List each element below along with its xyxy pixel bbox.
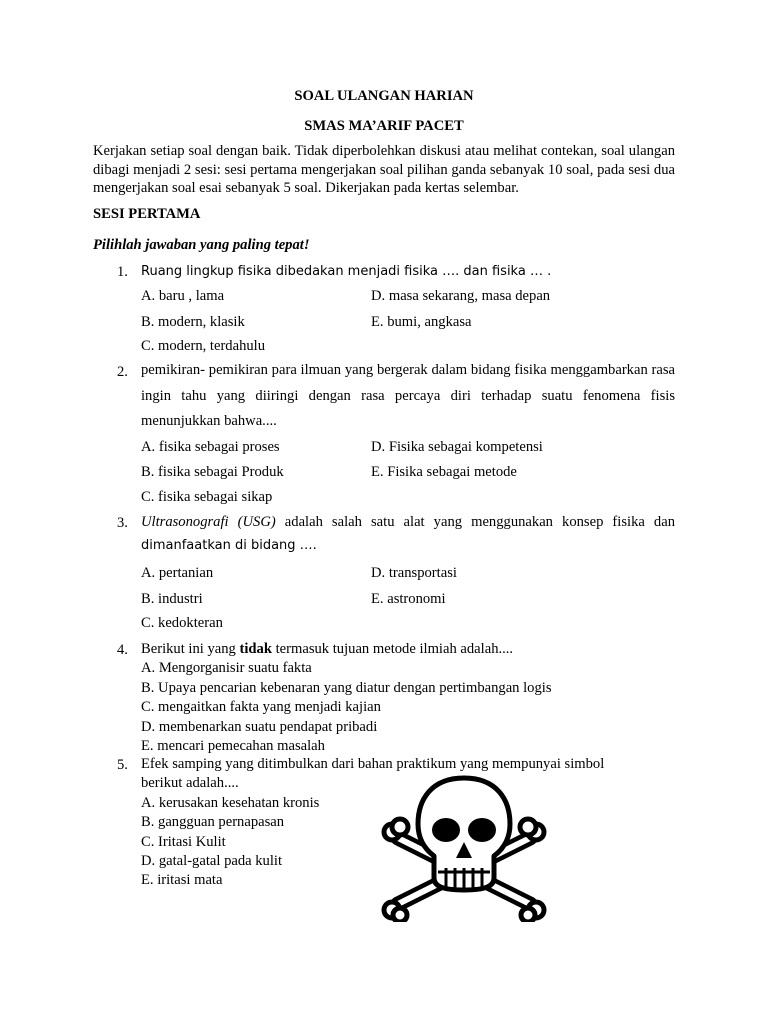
question-text: Efek samping yang ditimbulkan dari bahan praktikum yang mempunyai simbol berikut adalah.... bbox=[141, 756, 605, 792]
option-a: A. pertanian bbox=[141, 565, 214, 581]
section-instruction: Pilihlah jawaban yang paling tepat! bbox=[93, 237, 310, 253]
option-c: C. mengaitkan fakta yang menjadi kajian bbox=[141, 699, 381, 716]
option-a: A. fisika sebagai proses bbox=[141, 439, 280, 455]
option-e: E. mencari pemecahan masalah bbox=[141, 738, 325, 755]
section-title: SESI PERTAMA bbox=[93, 206, 201, 222]
option-e: E. astronomi bbox=[371, 591, 446, 607]
skull-crossbones-icon bbox=[376, 772, 552, 922]
question-number: 5. bbox=[117, 757, 128, 773]
option-b: B. gangguan pernapasan bbox=[141, 814, 285, 831]
question-text: pemikiran- pemikiran para ilmuan yang bergerak dalam bidang fisika menggambarkan rasa ingin tahu yang diiringi dengan rasa percaya diri terhadap suatu fenomena fisis menunjukkan bahwa.... bbox=[141, 362, 675, 429]
question-number: 2. bbox=[117, 364, 128, 380]
question-text bbox=[141, 640, 552, 659]
option-c: C. modern, terdahulu bbox=[141, 338, 266, 354]
option-b: B. Upaya pencarian kebenaran yang diatur dengan pertimbangan logis bbox=[141, 679, 552, 696]
question-text: Ruang lingkup fisika dibedakan menjadi fisika …. dan fisika … . bbox=[141, 264, 552, 279]
question-text-rest: adalah salah satu alat yang menggunakan konsep fisika dan bbox=[275, 514, 675, 530]
option-a: A. baru , lama bbox=[141, 288, 225, 304]
school-name: SMAS MA’ARIF PACET bbox=[304, 118, 464, 134]
question-number: 1. bbox=[117, 264, 128, 280]
question-italic-term: Ultrasonografi (USG) bbox=[141, 514, 276, 530]
option-e: E. Fisika sebagai metode bbox=[371, 464, 517, 480]
option-d: D. Fisika sebagai kompetensi bbox=[371, 439, 543, 455]
document-title: SOAL ULANGAN HARIAN bbox=[294, 88, 474, 104]
option-e: E. iritasi mata bbox=[141, 872, 223, 889]
option-e: E. bumi, angkasa bbox=[371, 314, 472, 330]
question-text-pre: Berikut ini yang bbox=[141, 641, 240, 657]
question-text bbox=[141, 510, 675, 558]
option-d: D. gatal-gatal pada kulit bbox=[141, 853, 283, 870]
option-d: D. masa sekarang, masa depan bbox=[371, 288, 551, 304]
option-c: C. fisika sebagai sikap bbox=[141, 489, 273, 505]
question-block bbox=[141, 640, 552, 756]
option-d: D. membenarkan suatu pendapat pribadi bbox=[141, 718, 378, 735]
question-number: 3. bbox=[117, 515, 128, 531]
option-c: C. kedokteran bbox=[141, 615, 223, 631]
option-a: A. Mengorganisir suatu fakta bbox=[141, 660, 312, 677]
question-text-line2: dimanfaatkan di bidang …. bbox=[141, 538, 317, 553]
question-number: 4. bbox=[117, 642, 128, 658]
option-d: D. transportasi bbox=[371, 565, 457, 581]
option-b: B. fisika sebagai Produk bbox=[141, 464, 284, 480]
option-a: A. kerusakan kesehatan kronis bbox=[141, 794, 320, 811]
option-b: B. modern, klasik bbox=[141, 314, 245, 330]
option-b: B. industri bbox=[141, 591, 203, 607]
intro-paragraph: Kerjakan setiap soal dengan baik. Tidak diperbolehkan diskusi atau melihat contekan, soal ulangan dibagi menjadi 2 sesi: sesi pertama mengerjakan soal pilihan ganda sebanyak 10 soal, pada sesi dua mengerjakan soal esai sebanyak 5 soal. Dikerjakan pada kertas selembar. bbox=[93, 143, 675, 196]
question-text-bold: tidak bbox=[239, 641, 272, 657]
option-c: C. Iritasi Kulit bbox=[141, 833, 226, 850]
question-text-post: termasuk tujuan metode ilmiah adalah.... bbox=[271, 641, 514, 657]
